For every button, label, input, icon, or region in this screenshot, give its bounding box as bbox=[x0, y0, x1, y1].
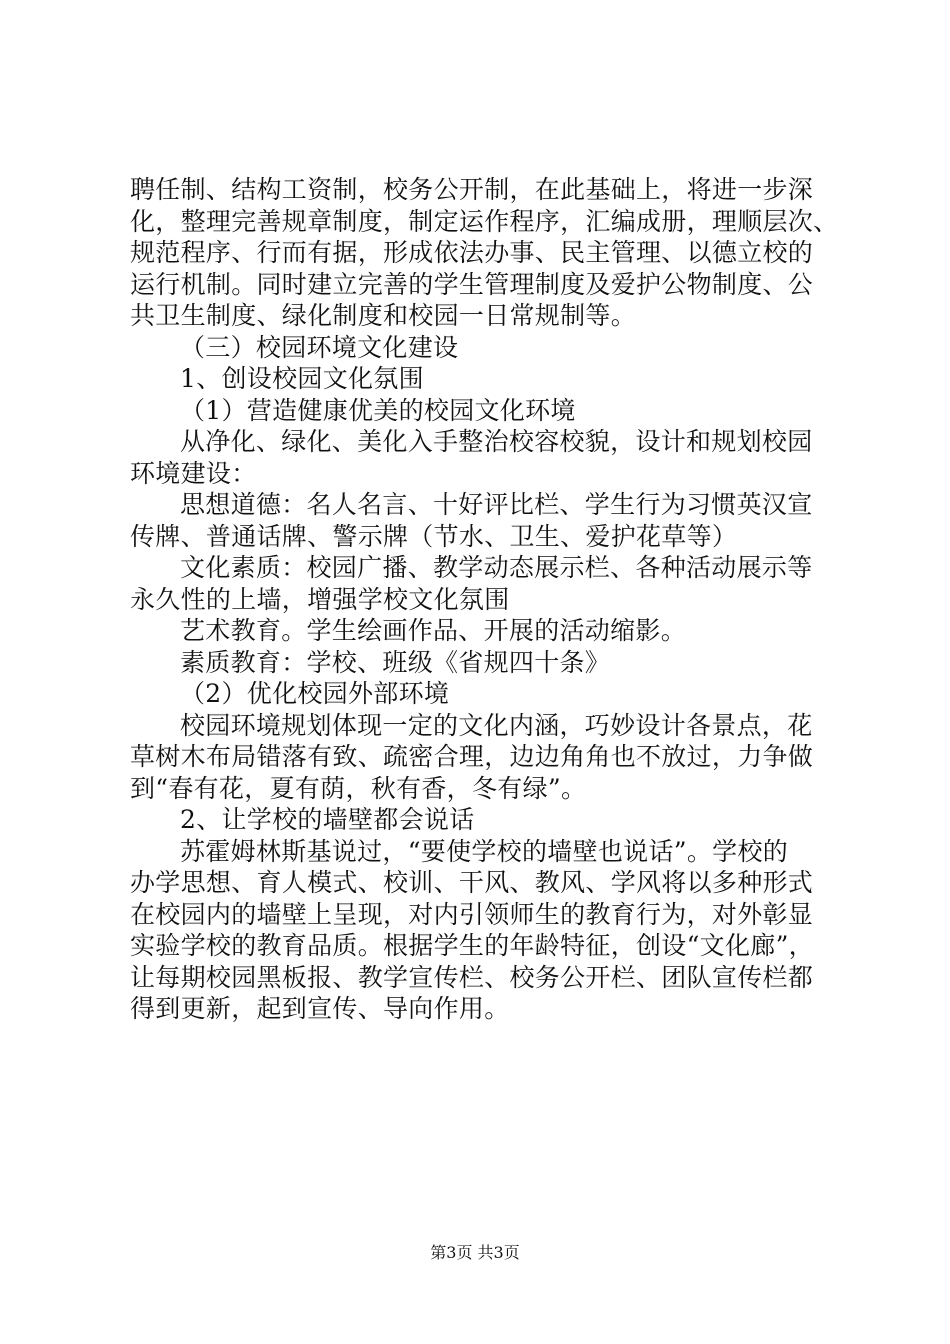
text-line: 草树木布局错落有致、疏密合理，边边角角也不放过，力争做 bbox=[130, 742, 814, 771]
text-line: 从净化、绿化、美化入手整治校容校貌，设计和规划校园 bbox=[180, 427, 813, 456]
page-footer bbox=[0, 1243, 950, 1263]
subsection-heading: 2、让学校的墙壁都会说话 bbox=[180, 805, 475, 834]
item-heading: （2）优化校园外部环境 bbox=[180, 679, 450, 708]
text-line: 共卫生制度、绿化制度和校园一日常规制等。 bbox=[130, 301, 637, 330]
text-line: 苏霍姆林斯基说过，“要使学校的墙壁也说话”。学校的 bbox=[180, 836, 789, 866]
item-heading: （1）营造健康优美的校园文化环境 bbox=[180, 395, 576, 425]
text-line: 素质教育：学校、班级《省规四十条》 bbox=[180, 647, 611, 677]
text-line: 规范程序、行而有据，形成依法办事、民主管理、以德立校的 bbox=[130, 238, 814, 267]
text-line: 思想道德：名人名言、十好评比栏、学生行为习惯英汉宣 bbox=[180, 490, 813, 519]
text-line: 运行机制。同时建立完善的学生管理制度及爱护公物制度、公 bbox=[130, 269, 814, 299]
page-number-label: 第3页 共3页 bbox=[430, 1243, 520, 1262]
text-line: 化，整理完善规章制度，制定运作程序，汇编成册，理顺层次、 bbox=[130, 206, 839, 236]
text-line: 在校园内的墙壁上呈现，对内引领师生的教育行为，对外彰显 bbox=[130, 899, 814, 929]
section-heading: （三）校园环境文化建设 bbox=[180, 332, 459, 362]
document-body bbox=[130, 174, 839, 1025]
text-line: 到“春有花，夏有荫，秋有香，冬有绿”。 bbox=[130, 773, 587, 803]
text-line: 环境建设： bbox=[130, 458, 257, 488]
text-line: 聘任制、结构工资制，校务公开制，在此基础上，将进一步深 bbox=[130, 175, 814, 204]
text-line: 让每期校园黑板报、教学宣传栏、校务公开栏、团队宣传栏都 bbox=[130, 962, 814, 992]
subsection-heading: 1、创设校园文化氛围 bbox=[180, 364, 424, 393]
text-line: 文化素质：校园广播、教学动态展示栏、各种活动展示等 bbox=[180, 553, 813, 582]
text-line: 传牌、普通话牌、警示牌（节水、卫生、爱护花草等） bbox=[130, 521, 738, 551]
text-line: 办学思想、育人模式、校训、干风、教风、学风将以多种形式 bbox=[130, 868, 814, 897]
text-line: 艺术教育。学生绘画作品、开展的活动缩影。 bbox=[180, 616, 687, 645]
text-line: 永久性的上墙，增强学校文化氛围 bbox=[130, 584, 510, 614]
text-line: 得到更新，起到宣传、导向作用。 bbox=[130, 994, 510, 1023]
text-line: 实验学校的教育品质。根据学生的年龄特征，创设“文化廊”， bbox=[130, 931, 814, 960]
text-line: 校园环境规划体现一定的文化内涵，巧妙设计各景点，花 bbox=[180, 710, 813, 740]
